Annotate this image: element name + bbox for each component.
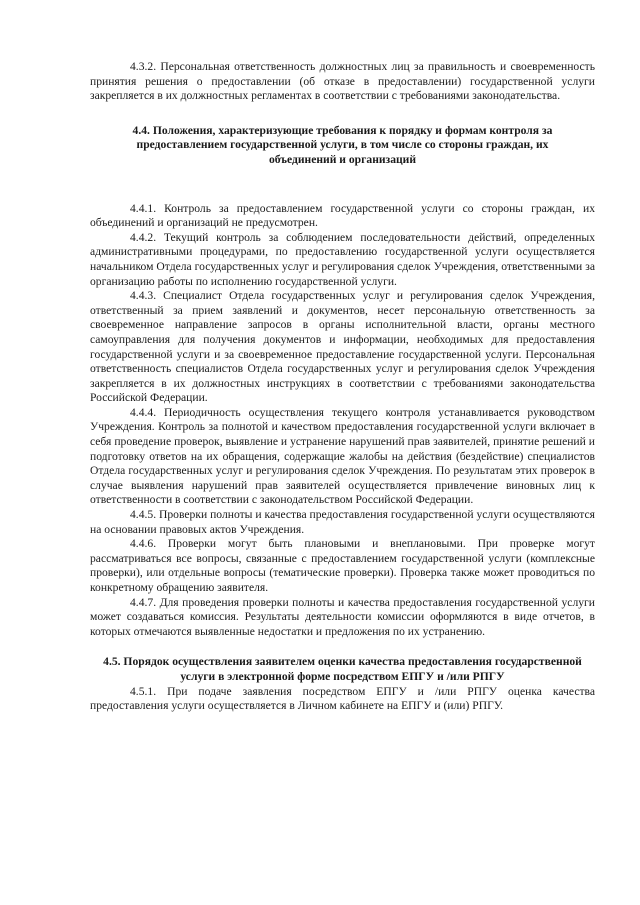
paragraph-4-4-6: 4.4.6. Проверки могут быть плановыми и внеплановыми. При проверке могут рассматриваться все вопросы, связанные с предоставлением государственной услуги (комплексные проверки), или отдельные вопросы (тематические проверки). Проверка также может проводиться по конкретному обращению заявителя.	[90, 537, 595, 594]
paragraph-4-4-7: 4.4.7. Для проведения проверки полноты и качества предоставления государственной услуги может создаваться комиссия. Результаты деятельности комиссии оформляются в виде отчетов, в которых отмечаются выявленные недостатки и предложения по их устранению.	[90, 595, 595, 638]
paragraph-4-4-4: 4.4.4. Периодичность осуществления текущего контроля устанавливается руководством Учреждения. Контроль за полнотой и качеством предоставления государственной услуги включает в себя проведение проверок, выявление и устранение нарушений прав заявителей, принятие решений и подготовку ответов на их обращения, содержащие жалобы на действия (бездействие) специалистов Отдела государственных услуг и регулирования сделок Учреждения. По результатам этих проверок в случае выявления нарушений прав заявителей осуществляется привлечение виновных лиц к ответственности в соответствии с законодательством Российской Федерации.	[90, 405, 595, 507]
document-body	[90, 60, 595, 714]
paragraph-4-4-2: 4.4.2. Текущий контроль за соблюдением последовательности действий, определенных административными процедурами, по предоставлению государственной услуги осуществляется начальником Отдела государственных услуг и регулирования сделок Учреждения, ответственными за организацию работы по исполнению государственной услуги.	[90, 230, 595, 288]
paragraph-4-4-3: 4.4.3. Специалист Отдела государственных услуг и регулирования сделок Учреждения, ответственный за прием заявлений и документов, несет персональную ответственность за своевременное направление запросов в органы исполнительной власти, органы местного самоуправления для получения документов и информации, необходимых для предоставления государственной услуги и за своевременное предоставление государственной услуги. Персональная ответственность специалистов Отдела государственных услуг и регулирования сделок Учреждения закрепляется в их должностных инструкциях в соответствии с требованиями законодательства Российской Федерации.	[90, 289, 595, 405]
heading-4-4: 4.4. Положения, характеризующие требования к порядку и формам контроля за предоставлением государственной услуги, в том числе со стороны граждан, их объединений и организаций	[132, 123, 553, 166]
heading-4-5: 4.5. Порядок осуществления заявителем оценки качества предоставления государственной услуги в электронной форме посредством ЕПГУ и /или РПГУ	[103, 655, 582, 683]
paragraph-4-5-1: 4.5.1. При подаче заявления посредством ЕПГУ и /или РПГУ оценка качества предоставления услуги осуществляется в Личном кабинете на ЕПГУ и (или) РПГУ.	[90, 684, 595, 713]
paragraph-4-4-1: 4.4.1. Контроль за предоставлением государственной услуги со стороны граждан, их объединений и организаций не предусмотрен.	[90, 201, 595, 230]
paragraph-4-3-2: 4.3.2. Персональная ответственность должностных лиц за правильность и своевременность принятия решения о предоставлении (об отказе в предоставлении) государственной услуги закрепляется в их должностных регламентах в соответствии с требованиями законодательства.	[90, 60, 595, 103]
paragraph-4-4-5: 4.4.5. Проверки полноты и качества предоставления государственной услуги осуществляются на основании правовых актов Учреждения.	[90, 508, 595, 536]
